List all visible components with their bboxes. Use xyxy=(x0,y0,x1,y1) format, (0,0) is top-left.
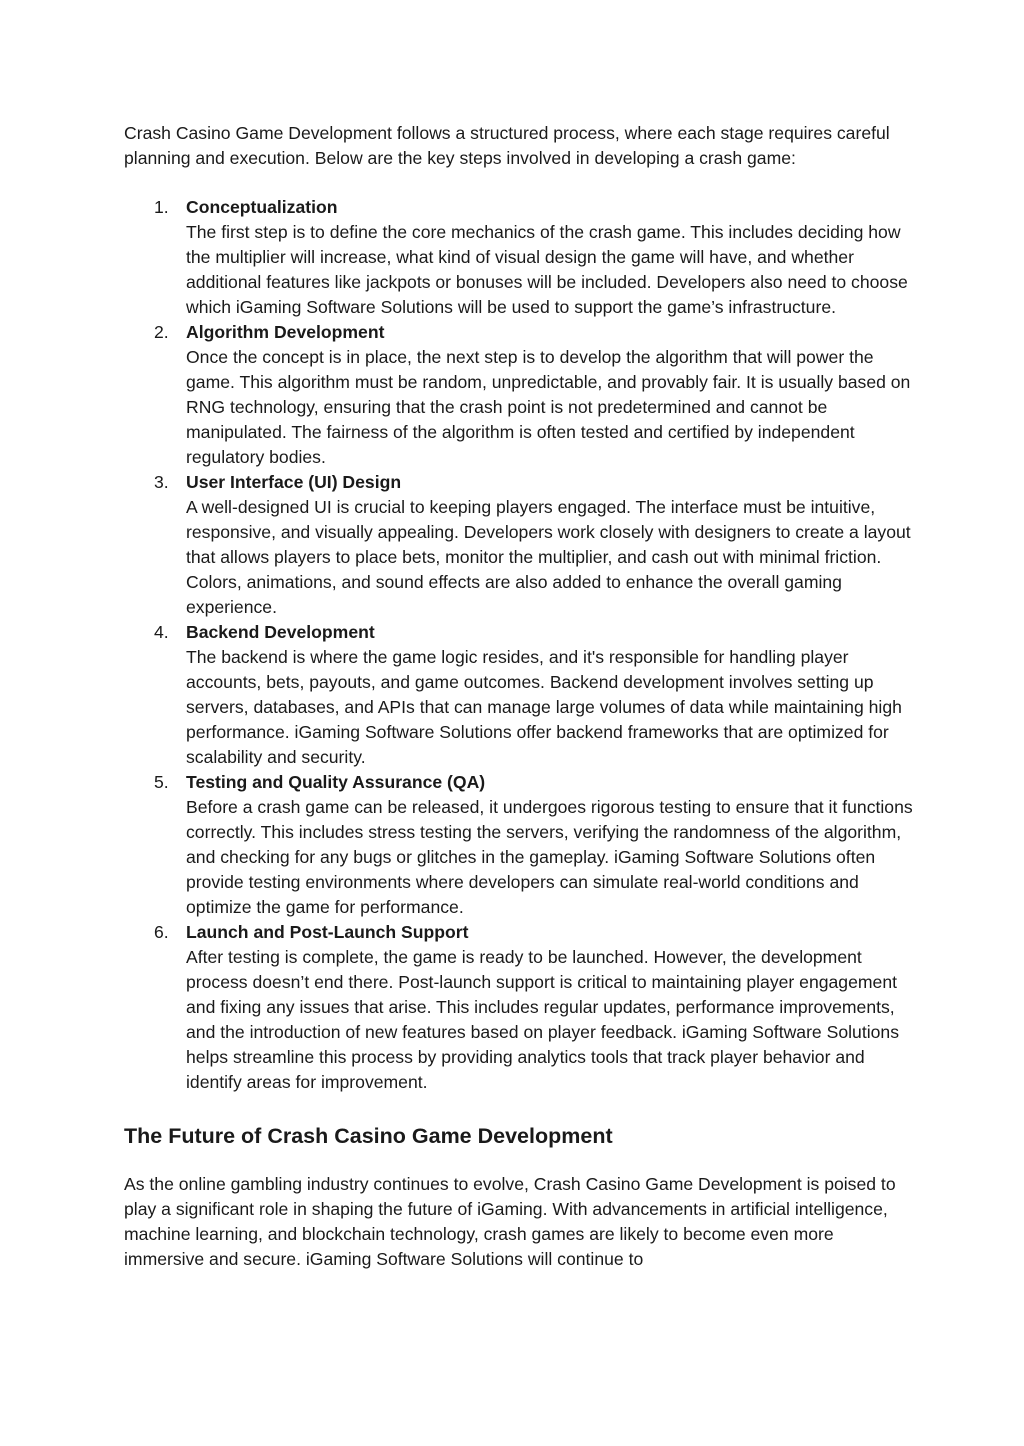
step-description: After testing is complete, the game is ready to be launched. However, the development process doesn’t end there. Post-launch support is critical to maintaining player engagement and fixing any issues that arise. This includes regular updates, performance improvements, and the introduction of new features based on player feedback. iGaming Software Solutions helps streamline this process by providing analytics tools that track player behavior and identify areas for improvement. xyxy=(186,947,899,1092)
document-page xyxy=(124,121,914,1272)
step-title: Testing and Quality Assurance (QA) xyxy=(186,772,486,792)
development-steps-list xyxy=(124,195,914,1095)
step-description: A well-designed UI is crucial to keeping players engaged. The interface must be intuitive, responsive, and visually appealing. Developers work closely with designers to create a layout that allows players to place bets, monitor the multiplier, and cash out with minimal friction. Colors, animations, and sound effects are also added to enhance the overall gaming experience. xyxy=(186,497,911,617)
list-item xyxy=(124,770,914,920)
step-title: User Interface (UI) Design xyxy=(186,472,402,492)
step-number: 6. xyxy=(154,922,169,942)
step-number: 2. xyxy=(154,322,169,342)
list-item xyxy=(124,920,914,1095)
step-description: The backend is where the game logic resides, and it's responsible for handling player accounts, bets, payouts, and game outcomes. Backend development involves setting up servers, databases, and APIs that can manage large volumes of data while maintaining high performance. iGaming Software Solutions offer backend frameworks that are optimized for scalability and security. xyxy=(186,647,902,767)
step-description: Before a crash game can be released, it undergoes rigorous testing to ensure that it functions correctly. This includes stress testing the servers, verifying the randomness of the algorithm, and checking for any bugs or glitches in the gameplay. iGaming Software Solutions often provide testing environments where developers can simulate real-world conditions and optimize the game for performance. xyxy=(186,797,913,917)
step-description: The first step is to define the core mechanics of the crash game. This includes deciding how the multiplier will increase, what kind of visual design the game will have, and whether additional features like jackpots or bonuses will be included. Developers also need to choose which iGaming Software Solutions will be used to support the game’s infrastructure. xyxy=(186,222,908,317)
step-number: 4. xyxy=(154,622,169,642)
list-item xyxy=(124,620,914,770)
list-item xyxy=(124,320,914,470)
step-number: 1. xyxy=(154,197,169,217)
section-paragraph: As the online gambling industry continues to evolve, Crash Casino Game Development is poised to play a significant role in shaping the future of iGaming. With advancements in artificial intelligence, machine learning, and blockchain technology, crash games are likely to become even more immersive and secure. iGaming Software Solutions will continue to xyxy=(124,1174,896,1269)
list-item xyxy=(124,470,914,620)
list-item xyxy=(124,195,914,320)
step-title: Conceptualization xyxy=(186,197,338,217)
step-title: Backend Development xyxy=(186,622,375,642)
intro-paragraph: Crash Casino Game Development follows a structured process, where each stage requires careful planning and execution. Below are the key steps involved in developing a crash game: xyxy=(124,123,890,168)
step-title: Algorithm Development xyxy=(186,322,385,342)
step-description: Once the concept is in place, the next step is to develop the algorithm that will power the game. This algorithm must be random, unpredictable, and provably fair. It is usually based on RNG technology, ensuring that the crash point is not predetermined and cannot be manipulated. The fairness of the algorithm is often tested and certified by independent regulatory bodies. xyxy=(186,347,911,467)
section-heading: The Future of Crash Casino Game Development xyxy=(124,1124,613,1148)
step-number: 5. xyxy=(154,772,169,792)
step-number: 3. xyxy=(154,472,169,492)
step-title: Launch and Post-Launch Support xyxy=(186,922,469,942)
